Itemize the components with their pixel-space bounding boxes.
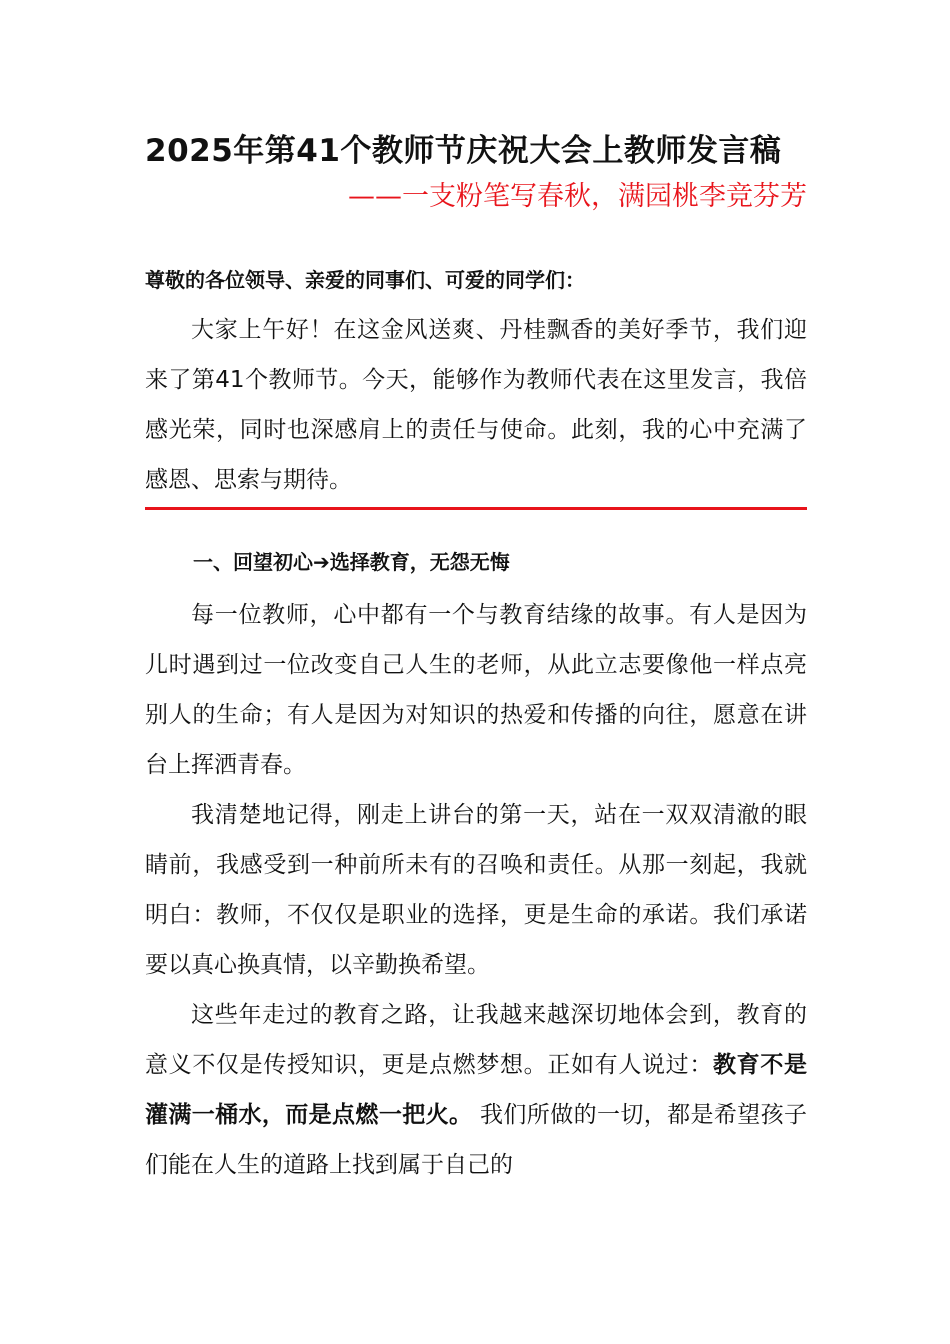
red-divider-line <box>145 507 807 510</box>
paragraph-3-bold-quote: 教育不是灌满一桶水，而是点燃一把火。 <box>145 1052 808 1128</box>
paragraph-3-text-after: 我们所做的一切，都是希望孩子们能在人生的道路上找到属于自己的 <box>145 1102 808 1178</box>
body-paragraph-2: 我清楚地记得，刚走上讲台的第一天，站在一双双清澈的眼睛前，我感受到一种前所未有的召唤和责任。从那一刻起，我就明白：教师，不仅仅是职业的选择，更是生命的承诺。我们承诺要以真心换真情，以辛勤换希望。 <box>145 802 807 978</box>
body-paragraph-3 <box>145 990 807 1190</box>
intro-paragraph: 大家上午好！在这金风送爽、丹桂飘香的美好季节，我们迎来了第41个教师节。今天，能够作为教师代表在这里发言，我倍感光荣，同时也深感肩上的责任与使命。此刻，我的心中充满了感恩、思索与期待。 <box>145 317 807 493</box>
section-heading: 一、回望初心➔选择教育，无怨无悔 <box>193 550 510 574</box>
body-paragraph-1: 每一位教师，心中都有一个与教育结缘的故事。有人是因为儿时遇到过一位改变自己人生的老师，从此立志要像他一样点亮别人的生命；有人是因为对知识的热爱和传播的向往，愿意在讲台上挥洒青春。 <box>145 602 807 778</box>
document-page <box>145 128 807 1190</box>
paragraph-3-text-before: 这些年走过的教育之路，让我越来越深切地体会到，教育的意义不仅是传授知识，更是点燃梦想。正如有人说过： <box>145 1002 807 1078</box>
salutation: 尊敬的各位领导、亲爱的同事们、可爱的同学们： <box>145 268 585 292</box>
document-subtitle: ——一支粉笔写春秋，满园桃李竞芬芳 <box>348 181 807 212</box>
document-title: 2025年第41个教师节庆祝大会上教师发言稿 <box>145 133 782 169</box>
